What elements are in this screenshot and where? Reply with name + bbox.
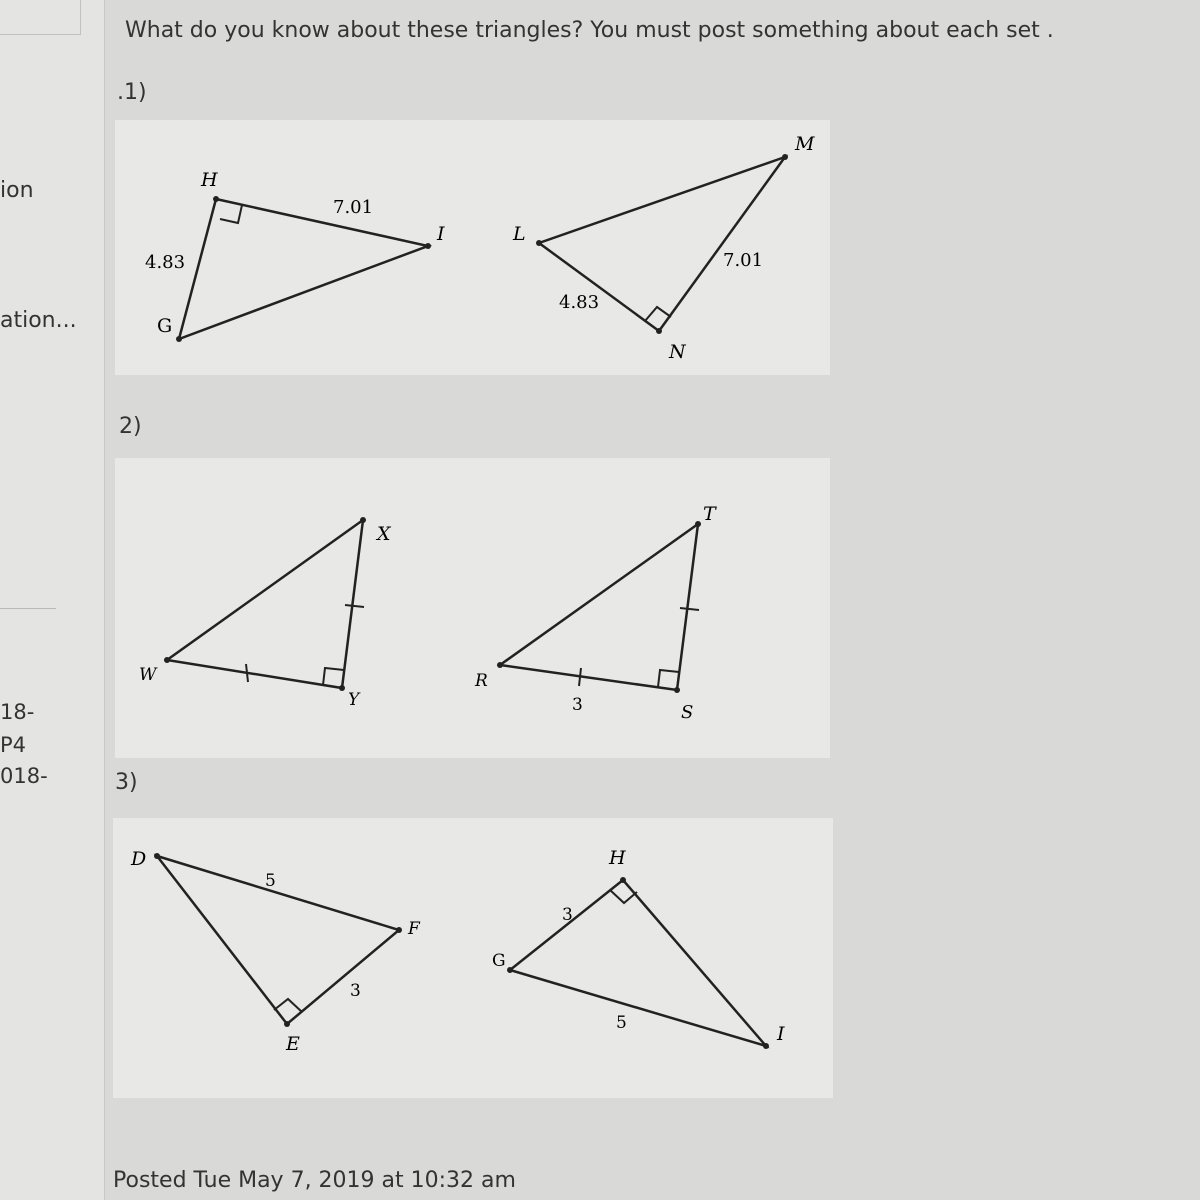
vertex-t-label: T	[703, 503, 716, 525]
triangle-def	[157, 856, 399, 1024]
right-angle-mark-e	[274, 999, 302, 1012]
side-df-label: 5	[265, 871, 276, 891]
triangle-hig	[179, 199, 428, 339]
side-gi-label: 5	[616, 1013, 627, 1033]
vertex-g2-label: G	[492, 951, 506, 971]
vertex-n-label: N	[669, 341, 686, 363]
vertex-i2-label: I	[777, 1023, 785, 1045]
set-1-diagram	[115, 120, 830, 375]
vertex-x-label: X	[377, 523, 391, 545]
sidebar-item-4[interactable]: P4	[0, 733, 27, 757]
vertex-y-label: Y	[348, 690, 360, 710]
vertex-s-label: S	[681, 702, 694, 723]
sidebar-item-1[interactable]: ion	[0, 178, 34, 203]
set-1-label: .1)	[117, 80, 147, 105]
sidebar-item-2[interactable]: ation...	[0, 308, 77, 333]
vertex-h2-label: H	[609, 847, 626, 869]
set-3-figure	[113, 818, 833, 1098]
side-ef-label: 3	[350, 981, 361, 1001]
sidebar-item-3[interactable]: 18-	[0, 700, 35, 724]
side-hi-label: 7.01	[333, 197, 374, 218]
vertex-h-label: H	[201, 169, 218, 191]
posted-timestamp: Posted Tue May 7, 2019 at 10:32 am	[113, 1168, 516, 1193]
set-2-figure	[115, 458, 830, 758]
right-angle-mark-s	[658, 670, 679, 687]
discussion-post	[105, 0, 1200, 1200]
vertex-e-label: E	[286, 1033, 300, 1055]
set-3-diagram	[113, 818, 833, 1098]
side-hg-label: 4.83	[145, 252, 186, 273]
sidebar-top-box	[0, 0, 81, 35]
question-text: What do you know about these triangles? You must post something about each set .	[125, 18, 1054, 43]
vertex-l-label: L	[513, 223, 526, 245]
vertex-w-label: W	[139, 665, 157, 685]
right-angle-mark-h	[220, 205, 242, 223]
vertex-f-label: F	[408, 919, 420, 939]
sidebar	[0, 0, 105, 1200]
triangle-wxy	[167, 520, 363, 688]
right-angle-mark-y	[323, 668, 344, 685]
tick-mark-ts	[680, 608, 699, 610]
triangle-ghi	[510, 880, 766, 1046]
vertex-i-label: I	[437, 223, 445, 245]
tick-mark-xy	[345, 605, 364, 607]
sidebar-item-5[interactable]: 018-	[0, 764, 48, 788]
vertex-m-label: M	[795, 133, 815, 155]
tick-mark-wy	[246, 664, 248, 682]
side-gh-label: 3	[562, 905, 573, 925]
triangle-rst	[500, 524, 698, 690]
vertex-g-label: G	[157, 315, 173, 337]
set-1-figure	[115, 120, 830, 375]
side-rs-label: 3	[572, 695, 583, 715]
sidebar-divider	[0, 608, 56, 609]
side-ln-label: 4.83	[559, 292, 600, 313]
side-mn-label: 7.01	[723, 250, 764, 271]
set-2-diagram	[115, 458, 830, 758]
vertex-d-label: D	[131, 848, 147, 870]
set-2-label: 2)	[119, 414, 142, 439]
tick-mark-rs	[579, 668, 581, 686]
set-3-label: 3)	[115, 770, 138, 795]
vertex-r-label: R	[475, 671, 488, 691]
